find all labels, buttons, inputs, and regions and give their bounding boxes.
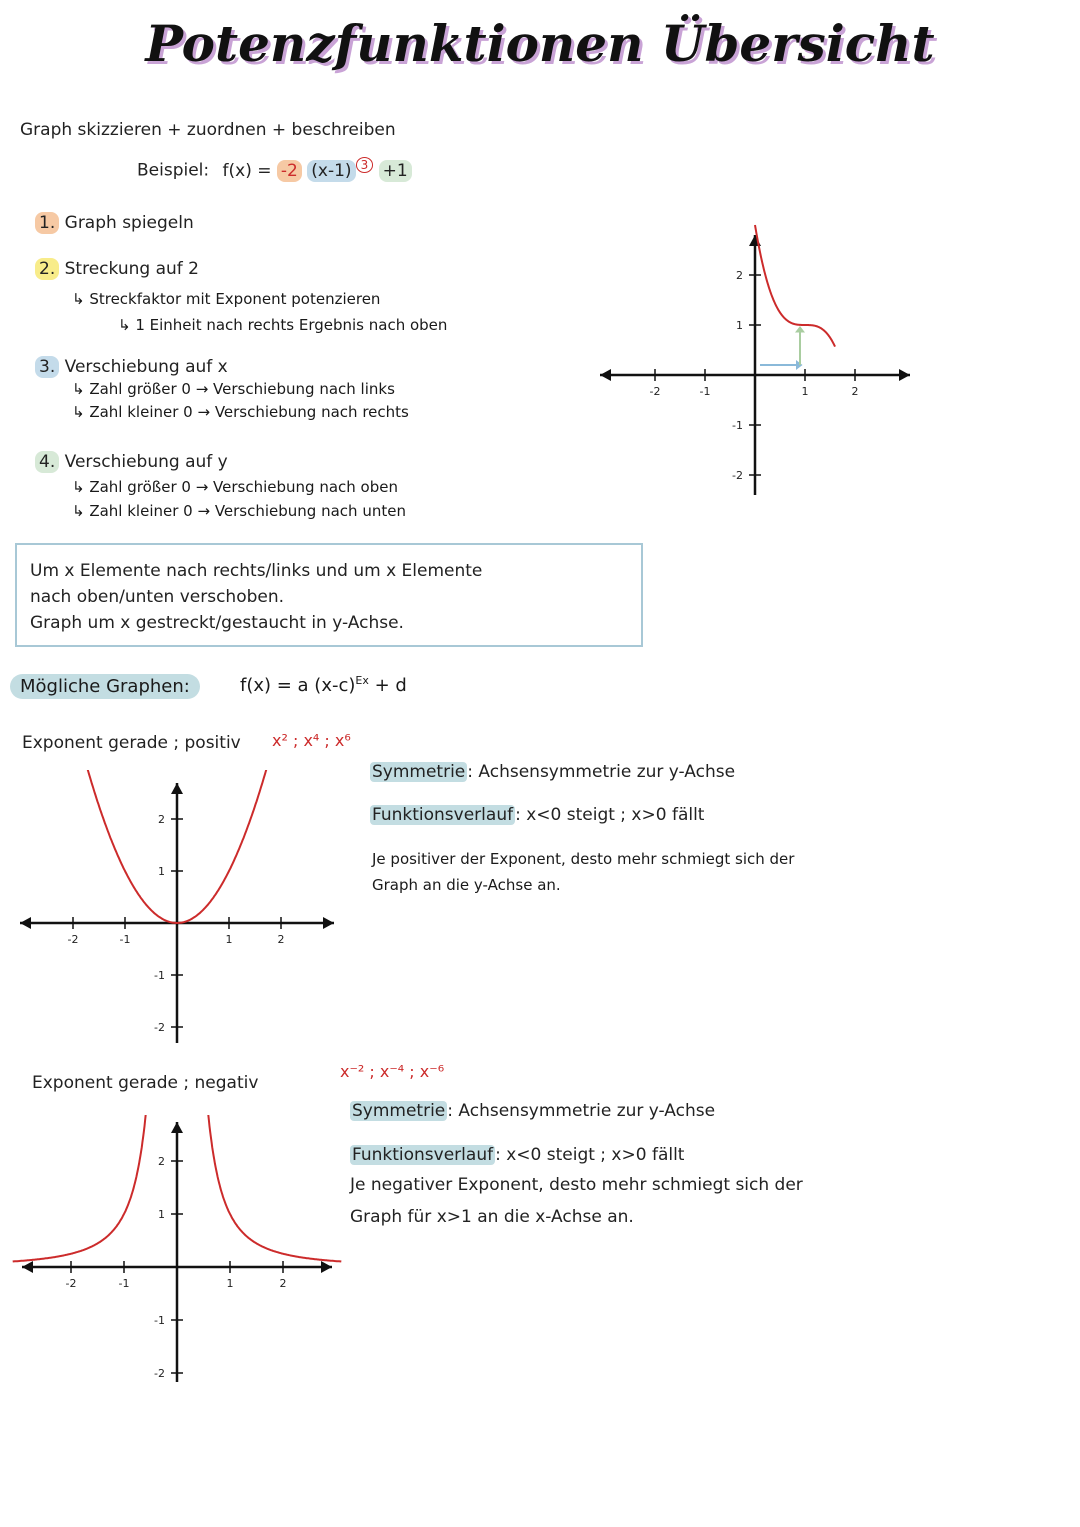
step-1 xyxy=(35,213,194,233)
trend-label: Funktionsverlauf xyxy=(352,1145,494,1165)
section-even-positive-heading: Exponent gerade ; positiv xyxy=(22,733,241,753)
x-axis-arrow-right xyxy=(323,917,334,929)
step-number: 1. xyxy=(35,212,59,234)
x-axis-arrow-left xyxy=(22,1261,33,1273)
symmetry-text: : Achsensymmetrie zur y-Achse xyxy=(467,762,736,782)
trend-line-negative xyxy=(350,1145,684,1165)
formula-exponent: Ex xyxy=(355,674,369,687)
x-axis-arrow-left xyxy=(600,369,611,381)
y-tick-label: 2 xyxy=(158,1155,165,1168)
summary-line-1: Um x Elemente nach rechts/links und um x Elemente xyxy=(30,561,483,581)
step-text: Verschiebung auf x xyxy=(64,357,228,377)
general-formula xyxy=(240,674,407,696)
curve-right-branch xyxy=(208,1115,341,1262)
symmetry-line-positive xyxy=(370,762,735,782)
step-4 xyxy=(35,452,228,472)
step-3-sub-2: ↳ Zahl kleiner 0 → Verschiebung nach rechts xyxy=(72,403,409,421)
symmetry-label: Symmetrie xyxy=(352,1101,446,1121)
y-tick-label: -2 xyxy=(154,1021,165,1034)
x-tick-label: -2 xyxy=(67,933,79,946)
step-4-sub-1: ↳ Zahl größer 0 → Verschiebung nach oben xyxy=(72,478,398,496)
step-3-sub-1: ↳ Zahl größer 0 → Verschiebung nach links xyxy=(72,380,395,398)
y-tick-label: 2 xyxy=(158,813,165,826)
y-tick-label: -1 xyxy=(154,1314,165,1327)
example-d: +1 xyxy=(379,160,412,182)
note-positive-1: Je positiver der Exponent, desto mehr schmiegt sich der xyxy=(372,850,795,868)
x-tick-label: 1 xyxy=(226,1277,234,1290)
x-tick-label: 2 xyxy=(279,1277,287,1290)
example-exponent: 3 xyxy=(356,157,374,173)
chart-even-positive xyxy=(20,770,350,1050)
symmetry-label: Symmetrie xyxy=(372,762,466,782)
example-a: -2 xyxy=(277,160,302,182)
x-tick-label: -1 xyxy=(699,385,711,398)
symmetry-line-negative xyxy=(350,1101,715,1121)
trend-label: Funktionsverlauf xyxy=(372,805,514,825)
step-number: 2. xyxy=(35,258,59,280)
summary-line-3: Graph um x gestreckt/gestaucht in y-Achse. xyxy=(30,613,404,633)
step-2-sub-2: ↳ 1 Einheit nach rechts Ergebnis nach oben xyxy=(118,316,448,334)
x-tick-label: -1 xyxy=(119,933,131,946)
y-tick-label: -1 xyxy=(154,969,165,982)
curve xyxy=(755,225,835,347)
section-even-negative-examples: x⁻² ; x⁻⁴ ; x⁻⁶ xyxy=(340,1062,445,1081)
chart-even-negative xyxy=(12,1115,342,1390)
formula-tail: + d xyxy=(374,675,407,696)
step-2 xyxy=(35,259,199,279)
x-axis-arrow-left xyxy=(20,917,31,929)
example-mid: (x-1) xyxy=(307,160,355,182)
note-negative-1: Je negativer Exponent, desto mehr schmiegt sich der xyxy=(350,1175,803,1195)
curve-left-branch xyxy=(13,1115,146,1262)
x-tick-label: 2 xyxy=(277,933,285,946)
shift-up-arrowhead xyxy=(795,326,805,333)
step-4-sub-2: ↳ Zahl kleiner 0 → Verschiebung nach unten xyxy=(72,502,406,520)
example-label: Beispiel: xyxy=(137,160,210,181)
note-positive-2: Graph an die y-Achse an. xyxy=(372,876,561,894)
possible-graphs-label: Mögliche Graphen: xyxy=(10,674,200,699)
step-3 xyxy=(35,357,228,377)
intro-heading: Graph skizzieren + zuordnen + beschreiben xyxy=(20,120,396,140)
step-text: Verschiebung auf y xyxy=(64,452,228,472)
x-tick-label: 1 xyxy=(801,385,809,398)
step-text: Streckung auf 2 xyxy=(64,259,199,279)
trend-text: : x<0 steigt ; x>0 fällt xyxy=(495,1145,685,1165)
step-2-sub-1: ↳ Streckfaktor mit Exponent potenzieren xyxy=(72,290,381,308)
page-title: Potenzfunktionen Übersicht xyxy=(145,14,935,73)
formula-base: f(x) = a (x-c) xyxy=(240,675,356,696)
step-number: 3. xyxy=(35,356,59,378)
step-number: 4. xyxy=(35,451,59,473)
section-even-positive-examples: x² ; x⁴ ; x⁶ xyxy=(272,731,351,750)
x-tick-label: 1 xyxy=(225,933,233,946)
step-text: Graph spiegeln xyxy=(64,213,194,233)
note-negative-2: Graph für x>1 an die x-Achse an. xyxy=(350,1207,634,1227)
y-tick-label: -1 xyxy=(732,419,743,432)
x-tick-label: 2 xyxy=(851,385,859,398)
summary-line-2: nach oben/unten verschoben. xyxy=(30,587,285,607)
y-axis-arrow-up xyxy=(171,783,183,794)
x-axis-arrow-right xyxy=(899,369,910,381)
trend-text: : x<0 steigt ; x>0 fällt xyxy=(515,805,705,825)
trend-line-positive xyxy=(370,805,704,825)
y-tick-label: 2 xyxy=(736,269,743,282)
x-axis-arrow-right xyxy=(321,1261,332,1273)
y-tick-label: -2 xyxy=(732,469,743,482)
example-fx: f(x) = xyxy=(222,160,272,181)
x-tick-label: -2 xyxy=(65,1277,77,1290)
section-even-negative-heading: Exponent gerade ; negativ xyxy=(32,1073,259,1093)
chart-example-cubic xyxy=(595,220,925,500)
y-tick-label: 1 xyxy=(158,865,165,878)
symmetry-text: : Achsensymmetrie zur y-Achse xyxy=(447,1101,716,1121)
y-tick-label: -2 xyxy=(154,1367,165,1380)
y-axis-arrow-up xyxy=(171,1122,183,1133)
example-formula xyxy=(137,158,412,181)
y-tick-label: 1 xyxy=(158,1208,165,1221)
x-tick-label: -1 xyxy=(118,1277,130,1290)
x-tick-label: -2 xyxy=(649,385,661,398)
y-tick-label: 1 xyxy=(736,319,743,332)
